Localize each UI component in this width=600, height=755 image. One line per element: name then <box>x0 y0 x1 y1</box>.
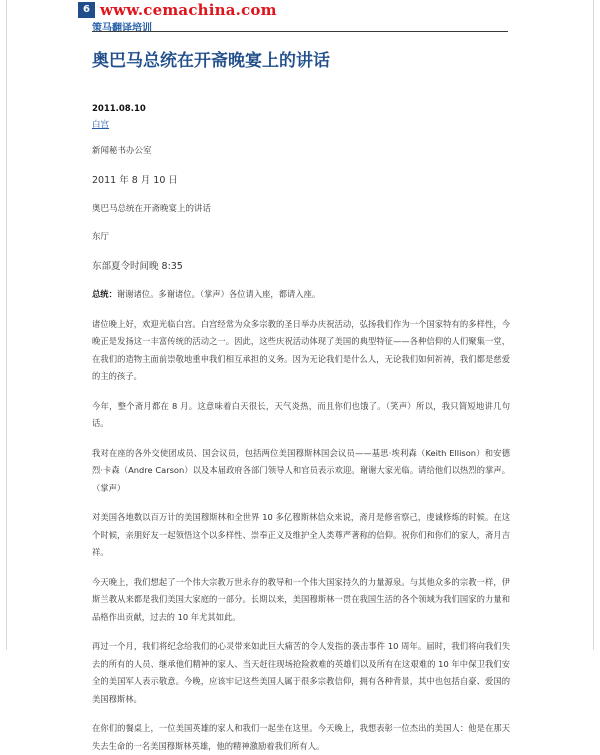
page-number: 6 <box>78 2 95 18</box>
body-paragraph: 诸位晚上好，欢迎光临白宫。白宫经常为众多宗教的圣日举办庆祝活动，弘扬我们作为一个国家特有的多样性，今晚正是发扬这一丰富传统的活动之一。因此，这些庆祝活动体现了美国的典型特征——各种信仰的人们聚集一堂，在我们的造物主面前崇敬地重申我们相互承担的义务。因为无论我们是什么人，无论我们如何祈祷，我们都是慈爱的主的孩子。 <box>92 318 510 381</box>
location-line: 东厅 <box>92 232 110 242</box>
document-date: 2011.08.10 <box>92 104 146 114</box>
speaker-label: 总统： <box>92 289 117 299</box>
document-body <box>92 46 510 755</box>
body-paragraph: 今天晚上，我们想起了一个伟大宗教万世永存的教导和一个伟大国家持久的力量源泉。与其他众多的宗教一样，伊斯兰教从来都是我们美国大家庭的一部分。长期以来，美国穆斯林一贯在我国生活的各个领域为我们国家的力量和品格作出贡献，过去的 10 年尤其如此。 <box>92 576 510 622</box>
site-url[interactable]: www.cemachina.com <box>100 1 277 19</box>
white-house-link[interactable]: 白宫 <box>92 120 110 130</box>
speaker-paragraph <box>92 286 510 304</box>
header-subtitle: 策马翻译培训 <box>92 23 152 34</box>
subject-line: 奥巴马总统在开斋晚宴上的讲话 <box>92 204 212 214</box>
page-header <box>78 0 508 33</box>
speaker-text: 谢谢诸位。多谢诸位。（掌声）各位请入座，都请入座。 <box>116 289 321 299</box>
body-paragraph: 再过一个月，我们将纪念给我们的心灵带来如此巨大痛苦的令人发指的袭击事件 10 周年。届时，我们将向我们失去的所有的人员、继承他们精神的家人、当天赶往现场抢险救难的英雄们以及所有在这艰难的 10 年中保卫我们安全的美国军人表示敬意。今晚，应该牢记这些美国人属于很多宗教信仰，拥有各种背景，其中也包括自豪、爱国的美国穆斯林。 <box>92 641 510 704</box>
date-line: 2011 年 8 月 10 日 <box>92 175 178 186</box>
office-line: 新闻秘书办公室 <box>92 146 152 156</box>
time-line: 东部夏令时间晚 8:35 <box>92 261 183 272</box>
body-paragraph: 我对在座的各外交使团成员、国会议员，包括两位美国穆斯林国会议员——基思·埃利森（Keith Ellison）和安德烈·卡森（Andre Carson）以及本届政府各部门领导人和官员表示欢迎。谢谢大家光临。请给他们以热烈的掌声。（掌声） <box>92 447 510 493</box>
body-paragraph: 今年，整个斋月都在 8 月。这意味着白天很长，天气炎热，而且你们也饿了。（笑声）所以，我只简短地讲几句话。 <box>92 400 510 428</box>
document-title: 奥巴马总统在开斋晚宴上的讲话 <box>92 51 330 71</box>
body-paragraph: 在你们的餐桌上，一位美国英雄的家人和我们一起坐在这里。今天晚上，我想表彰一位杰出的美国人：他是在那天失去生命的一名美国穆斯林英雄，他的精神激励着我们所有人。 <box>92 723 510 751</box>
header-divider <box>92 31 508 32</box>
body-paragraph: 对美国各地数以百万计的美国穆斯林和全世界 10 多亿穆斯林信众来说，斋月是修省察己，虔诚修炼的时候。在这个时候，亲朋好友一起领悟这个以多样性、崇奉正义及维护全人类尊严著称的信仰。祝你们和你们的家人，斋月吉祥。 <box>92 512 510 557</box>
